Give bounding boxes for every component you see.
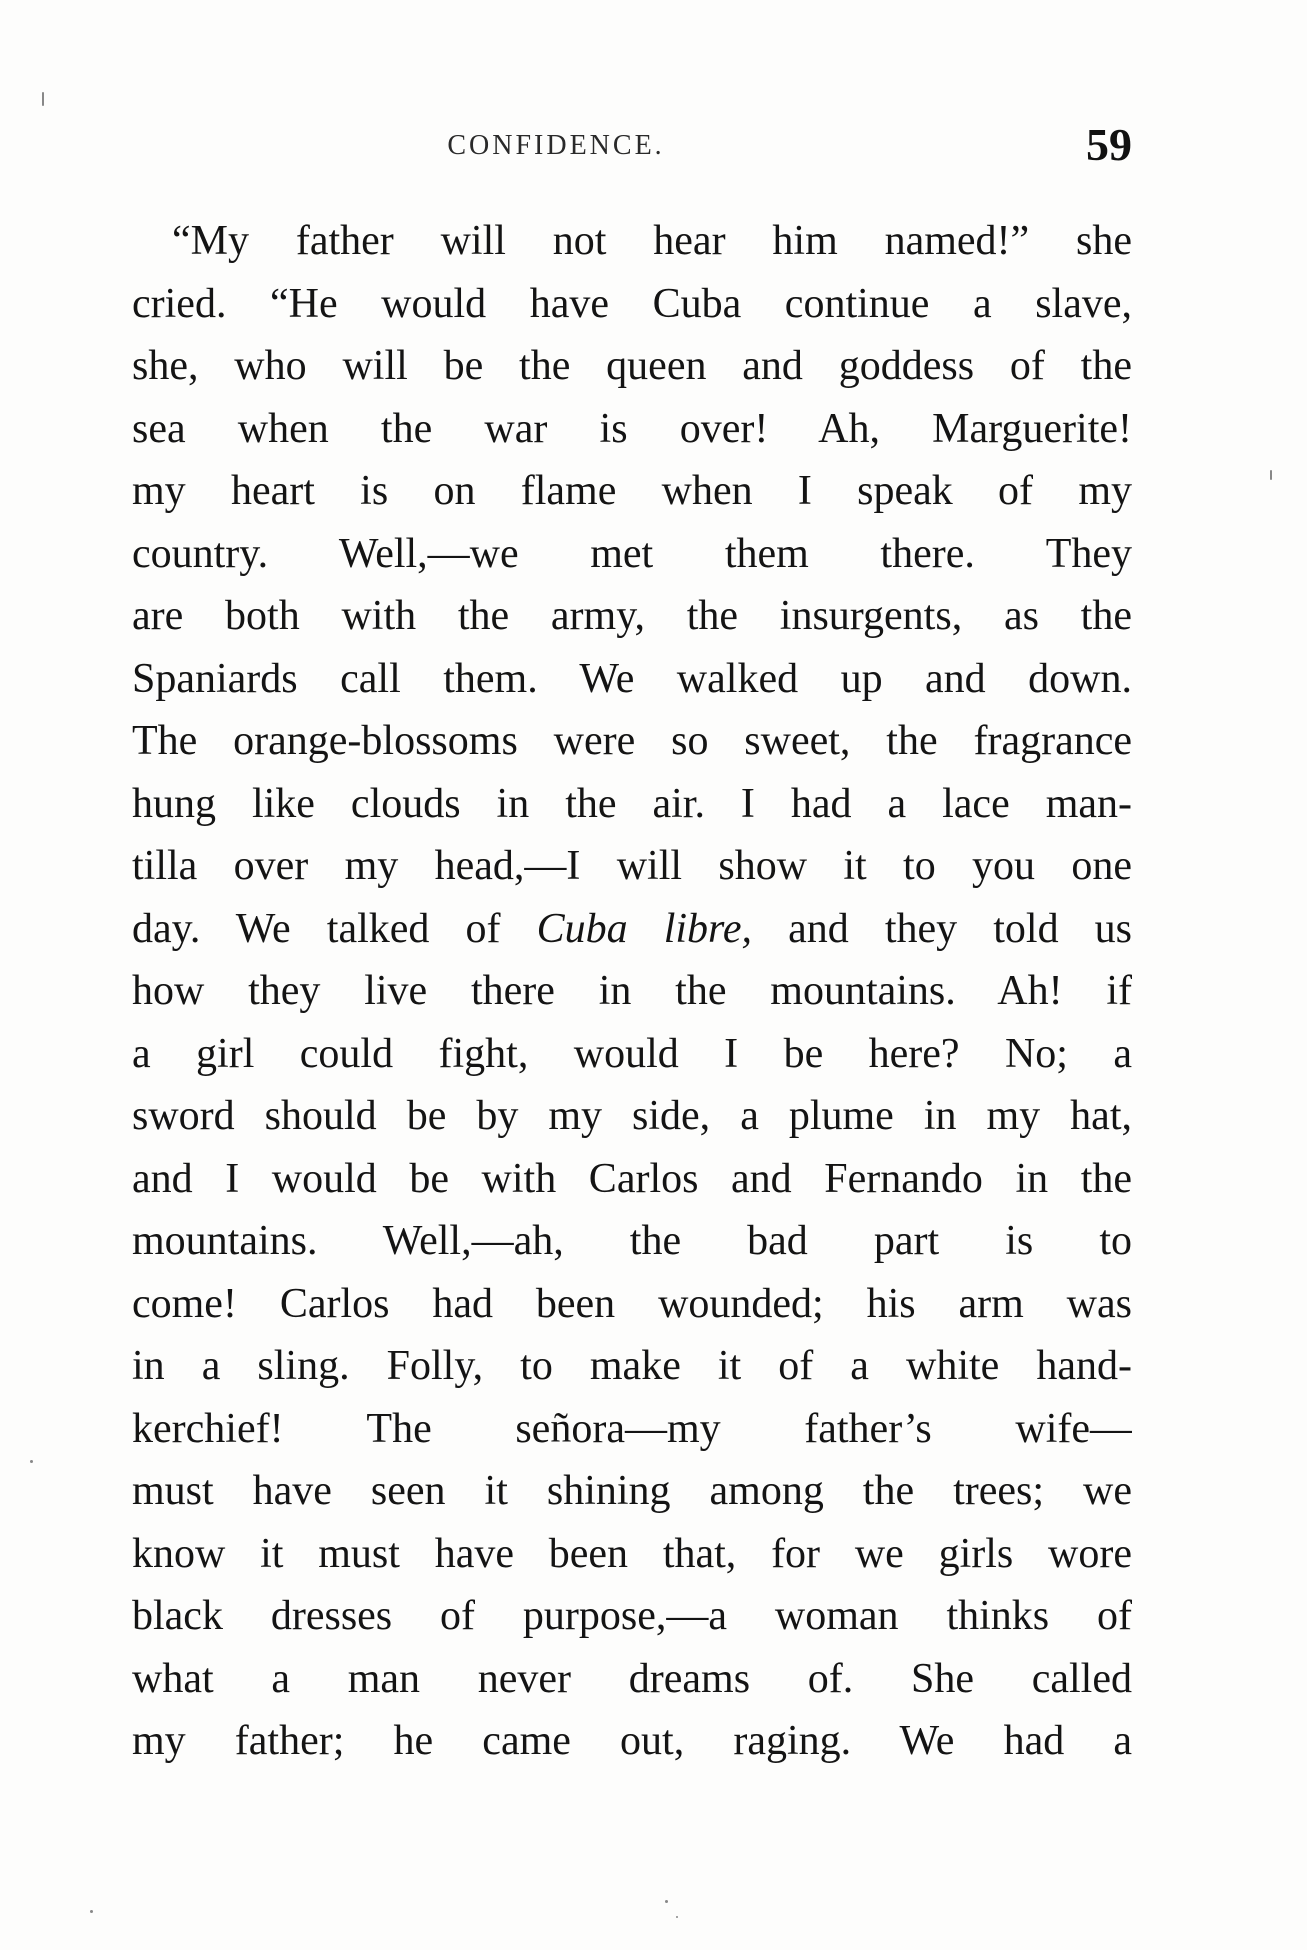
text-line: country. Well,—we met them there. They xyxy=(132,530,1132,577)
text-line: hung like clouds in the air. I had a lace man- xyxy=(132,780,1132,827)
text-line: know it must have been that, for we girls wore xyxy=(132,1530,1132,1577)
text-segment: and they told us xyxy=(788,905,1132,952)
scan-speck xyxy=(42,92,44,106)
text-line: cried. “He would have Cuba continue a slave, xyxy=(132,280,1132,327)
text-line: how they live there in the mountains. Ah! if xyxy=(132,968,1132,1014)
running-title: CONFIDENCE. xyxy=(447,130,665,161)
scan-speck xyxy=(1270,470,1272,480)
text-line: mountains. Well,—ah, the bad part is to xyxy=(132,1218,1132,1264)
text-line: must have seen it shining among the trees; we xyxy=(132,1468,1132,1514)
text-line: a girl could fight, would I be here? No; a xyxy=(132,1030,1132,1077)
text-line: my father; he came out, raging. We had a xyxy=(132,1718,1132,1764)
text-line: tilla over my head,—I will show it to you one xyxy=(132,843,1132,889)
body-text xyxy=(132,210,1132,1773)
scan-speck xyxy=(665,1900,668,1903)
page-number: 59 xyxy=(1086,119,1132,170)
text-line: The orange-blossoms were so sweet, the fragrance xyxy=(132,718,1132,764)
scan-speck xyxy=(676,1916,678,1918)
italic-phrase: Cuba libre, xyxy=(536,905,752,952)
text-line: “My father will not hear him named!” she xyxy=(172,218,1132,264)
text-line: kerchief! The señora—my father’s wife— xyxy=(132,1405,1132,1452)
text-line: black dresses of purpose,—a woman thinks of xyxy=(132,1593,1132,1639)
text-line: Spaniards call them. We walked up and down. xyxy=(132,655,1132,702)
text-line: are both with the army, the insurgents, as the xyxy=(132,593,1132,639)
text-line: my heart is on flame when I speak of my xyxy=(132,468,1132,514)
text-line-with-italic xyxy=(132,898,1132,961)
text-line: she, who will be the queen and goddess of the xyxy=(132,343,1132,389)
scan-speck xyxy=(90,1910,93,1913)
text-line: sea when the war is over! Ah, Marguerite! xyxy=(132,405,1132,452)
text-line: what a man never dreams of. She called xyxy=(132,1655,1132,1702)
text-line: in a sling. Folly, to make it of a white hand- xyxy=(132,1343,1132,1389)
scan-speck xyxy=(30,1460,33,1463)
text-line: sword should be by my side, a plume in my hat, xyxy=(132,1093,1132,1139)
text-segment: day. We talked of xyxy=(132,905,501,952)
text-line: and I would be with Carlos and Fernando in the xyxy=(132,1155,1132,1202)
running-head xyxy=(132,118,1132,168)
text-line: come! Carlos had been wounded; his arm was xyxy=(132,1280,1132,1327)
